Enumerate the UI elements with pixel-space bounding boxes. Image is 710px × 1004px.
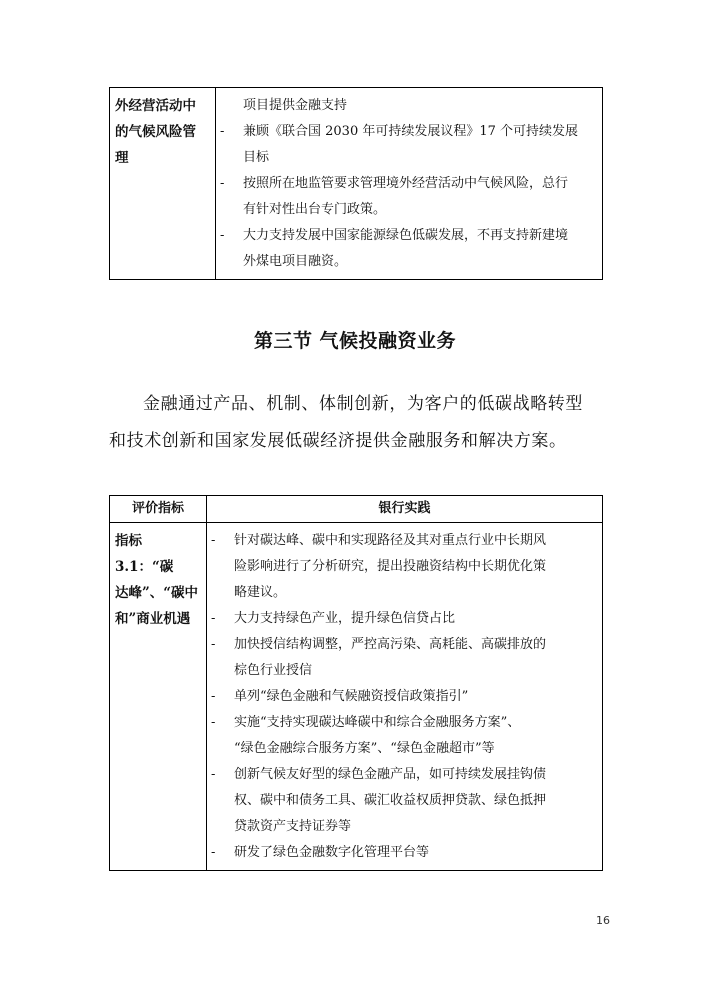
practice-content-cell <box>207 523 603 871</box>
bullet-dash: - <box>211 715 216 730</box>
indicator-label-line: 的气候风险管 <box>115 124 196 140</box>
bullet-dash: - <box>211 637 216 652</box>
list-item <box>207 840 596 866</box>
continuation-table <box>109 87 603 280</box>
bullet-text: 大力支持绿色产业，提升绿色信贷占比 <box>234 611 456 626</box>
page-number: 16 <box>596 914 610 927</box>
bullet-text: 实施“支持实现碳达峰碳中和综合金融服务方案”、 <box>234 715 521 730</box>
bullet-dash: - <box>220 124 225 139</box>
bullet-text: 按照所在地监管要求管理境外经营活动中气候风险，总行 <box>243 176 569 191</box>
list-item <box>207 632 596 684</box>
practice-content-cell <box>216 88 603 280</box>
bullet-text: 加快授信结构调整，严控高污染、高耗能、高碳排放的 <box>234 637 547 652</box>
bullet-text: 大力支持发展中国家能源绿色低碳发展，不再支持新建境 <box>243 228 569 243</box>
bullet-dash: - <box>211 845 216 860</box>
paragraph-line: 金融通过产品、机制、体制创新，为客户的低碳战略转型 <box>143 394 583 414</box>
bullet-text: “绿色金融综合服务方案”、“绿色金融超市”等 <box>234 741 495 756</box>
bullet-dash: - <box>220 228 225 243</box>
list-item <box>216 171 596 223</box>
table-row <box>110 523 603 871</box>
bullet-dash: - <box>211 767 216 782</box>
paragraph-line: 和技术创新和国家发展低碳经济提供金融服务和解决方案。 <box>109 431 567 451</box>
bullet-text: 棕色行业授信 <box>234 663 313 678</box>
list-item <box>216 93 596 119</box>
bullet-text: 创新气候友好型的绿色金融产品，如可持续发展挂钩债 <box>234 767 547 782</box>
bullet-text: 贷款资产支持证券等 <box>234 819 352 834</box>
bullet-text: 险影响进行了分析研究，提出投融资结构中长期优化策 <box>234 559 547 574</box>
bullet-dash: - <box>211 611 216 626</box>
indicator-label-line: 指标 3.1：“碳 <box>115 533 174 575</box>
indicator-label-line: 和”商业机遇 <box>115 611 191 627</box>
bullet-text: 目标 <box>243 150 270 165</box>
bullet-text: 有针对性出台专门政策。 <box>243 202 387 217</box>
bullet-dash: - <box>211 689 216 704</box>
header-practice: 银行实践 <box>207 496 603 523</box>
table-row <box>110 88 603 280</box>
indicator-label-line: 外经营活动中 <box>115 98 196 114</box>
list-item <box>207 710 596 762</box>
list-item <box>216 119 596 171</box>
bullet-text: 略建议。 <box>234 585 287 600</box>
list-item <box>207 762 596 840</box>
bullet-text: 外煤电项目融资。 <box>243 254 348 269</box>
bullet-text: 权、碳中和债务工具、碳汇收益权质押贷款、绿色抵押 <box>234 793 547 808</box>
indicator-label-cell <box>110 523 207 871</box>
header-indicator: 评价指标 <box>110 496 207 523</box>
bullet-dash <box>216 93 243 119</box>
bullet-dash: - <box>211 533 216 548</box>
indicator-label-line: 理 <box>115 150 129 166</box>
bullet-dash: - <box>220 176 225 191</box>
bullet-text: 研发了绿色金融数字化管理平台等 <box>234 845 430 860</box>
indicator-label-line: 达峰”、“碳中 <box>115 585 199 601</box>
body-paragraph <box>109 386 609 460</box>
section-heading: 第三节 气候投融资业务 <box>253 330 457 352</box>
bullet-text: 单列“绿色金融和气候融资授信政策指引” <box>234 689 469 704</box>
indicator-table <box>109 495 603 871</box>
bullet-text: 兼顾《联合国 2030 年可持续发展议程》17 个可持续发展 <box>243 124 579 139</box>
list-item <box>207 528 596 606</box>
bullet-text: 项目提供金融支持 <box>243 98 348 113</box>
bullet-text: 针对碳达峰、碳中和实现路径及其对重点行业中长期风 <box>234 533 547 548</box>
indicator-label-cell <box>110 88 216 280</box>
table-header-row <box>110 496 603 523</box>
list-item <box>207 606 596 632</box>
list-item <box>207 684 596 710</box>
list-item <box>216 223 596 275</box>
